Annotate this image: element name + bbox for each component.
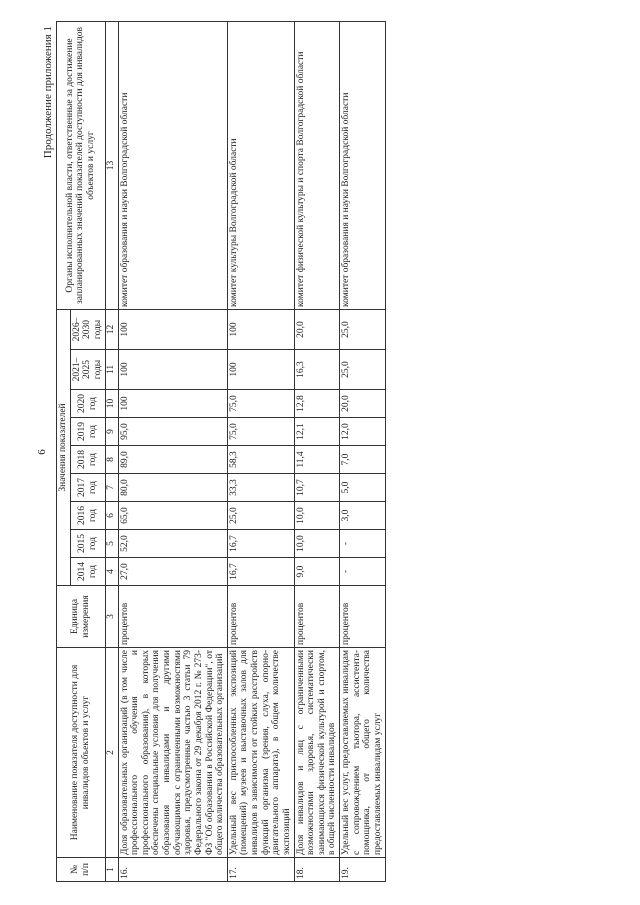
- unit-cell: процентов: [118, 586, 227, 648]
- col-number: 5: [105, 530, 118, 558]
- value-cell: 10,0: [294, 502, 340, 530]
- value-cell: 12,0: [340, 418, 386, 446]
- unit-cell: процентов: [340, 586, 386, 648]
- header-year: 2020 год: [70, 390, 105, 418]
- page-number: 6: [36, 449, 48, 455]
- table-row: [294, 21, 340, 881]
- responsible-org: комитет физической культуры и спорта Волгоградской области: [294, 21, 340, 309]
- table-row: [340, 21, 386, 881]
- unit-cell: процентов: [294, 586, 340, 648]
- header-year: 2021–2025 годы: [70, 350, 105, 390]
- col-number: 11: [105, 350, 118, 390]
- indicator-name: Удельный вес приспособленных экспозиций (помещений) музеев и выставочных залов для инвалидов в зависимости от стойких расстройств функций организма (зрения, слуха, опорно-двигательного аппарата), в общем количестве экспозиций: [227, 648, 294, 858]
- col-number: 8: [105, 446, 118, 474]
- header-unit: Единица измерения: [57, 586, 106, 648]
- indicator-name: Доля образовательных организаций (в том числе профессионального обучения и профессионального образования), в которых обеспечены специальные условия для получения образования инвалидами и другими обучающимися с ограниченными возможностями здоровья, предусмотренные частью 3 статьи 79 Федерального закона от 29 декабря 2012 г. № 273-ФЗ "Об образовании в Российской Федерации", от общего количества образовательных организаций: [118, 648, 227, 858]
- col-number: 9: [105, 418, 118, 446]
- table-row: [227, 21, 294, 881]
- value-cell: 20,0: [294, 309, 340, 349]
- header-year: 2015 год: [70, 530, 105, 558]
- value-cell: 20,0: [340, 390, 386, 418]
- col-number: 12: [105, 309, 118, 349]
- col-number: 7: [105, 474, 118, 502]
- value-cell: 9,0: [294, 558, 340, 586]
- value-cell: 16,7: [227, 530, 294, 558]
- row-num: 17.: [227, 858, 294, 882]
- value-cell: 11,4: [294, 446, 340, 474]
- row-num: 19.: [340, 858, 386, 882]
- value-cell: 10,7: [294, 474, 340, 502]
- value-cell: 16,3: [294, 350, 340, 390]
- col-number: 2: [105, 648, 118, 858]
- header-org: Органы исполнительной власти, ответственные за достижение запланированных значений показателей доступности для инвалидов объектов и услуг: [57, 21, 106, 309]
- value-cell: 33,3: [227, 474, 294, 502]
- value-cell: 25,0: [340, 350, 386, 390]
- header-year: 2014 год: [70, 558, 105, 586]
- value-cell: 95,0: [118, 418, 227, 446]
- col-number: 6: [105, 502, 118, 530]
- row-num: 16.: [118, 858, 227, 882]
- value-cell: 52,0: [118, 530, 227, 558]
- value-cell: 89,0: [118, 446, 227, 474]
- indicator-name: Удельный вес услуг, предоставляемых инвалидам с сопровождением тьютора, ассистента-помощника, от общего количества предоставляемых инвалидам услуг: [340, 648, 386, 858]
- value-cell: 100: [118, 309, 227, 349]
- col-number: 1: [105, 858, 118, 882]
- value-cell: 100: [227, 350, 294, 390]
- value-cell: 100: [118, 390, 227, 418]
- value-cell: 10,0: [294, 530, 340, 558]
- value-cell: 5,0: [340, 474, 386, 502]
- header-row-1: [57, 21, 71, 881]
- value-cell: 3,0: [340, 502, 386, 530]
- header-name: Наименование показателя доступности для инвалидов объектов и услуг: [57, 648, 106, 858]
- value-cell: 75,0: [227, 418, 294, 446]
- header-year: 2019 год: [70, 418, 105, 446]
- col-number: 4: [105, 558, 118, 586]
- value-cell: 12,8: [294, 390, 340, 418]
- unit-cell: процентов: [227, 586, 294, 648]
- header-year: 2018 год: [70, 446, 105, 474]
- value-cell: 58,3: [227, 446, 294, 474]
- col-number: 3: [105, 586, 118, 648]
- value-cell: -: [340, 558, 386, 586]
- header-year: 2016 год: [70, 502, 105, 530]
- table-row: [118, 21, 227, 881]
- value-cell: 7,0: [340, 446, 386, 474]
- responsible-org: комитет образования и науки Волгоградской области: [118, 21, 227, 309]
- header-year: 2017 год: [70, 474, 105, 502]
- value-cell: 16,7: [227, 558, 294, 586]
- col-number: 10: [105, 390, 118, 418]
- value-cell: 100: [227, 309, 294, 349]
- rotated-page: [40, 22, 600, 882]
- value-cell: 65,0: [118, 502, 227, 530]
- indicator-name: Доля инвалидов и лиц с ограниченными возможностями здоровья, систематически занимающихся физической культурой и спортом, в общей численности инвалидов: [294, 648, 340, 858]
- row-num: 18.: [294, 858, 340, 882]
- continuation-label: Продолжение приложения 1: [42, 26, 54, 159]
- value-cell: 12,1: [294, 418, 340, 446]
- header-num: № п/п: [57, 858, 106, 882]
- value-cell: 25,0: [340, 309, 386, 349]
- value-cell: 27,0: [118, 558, 227, 586]
- indicators-table: [56, 21, 386, 882]
- value-cell: 25,0: [227, 502, 294, 530]
- header-values-group: Значения показателей: [57, 309, 71, 585]
- responsible-org: комитет культуры Волгоградской области: [227, 21, 294, 309]
- value-cell: 75,0: [227, 390, 294, 418]
- value-cell: 100: [118, 350, 227, 390]
- value-cell: -: [340, 530, 386, 558]
- col-number: 13: [105, 21, 118, 309]
- column-numbers-row: [105, 21, 118, 881]
- responsible-org: комитет образования и науки Волгоградской области: [340, 21, 386, 309]
- value-cell: 80,0: [118, 474, 227, 502]
- header-year: 2026–2030 годы: [70, 309, 105, 349]
